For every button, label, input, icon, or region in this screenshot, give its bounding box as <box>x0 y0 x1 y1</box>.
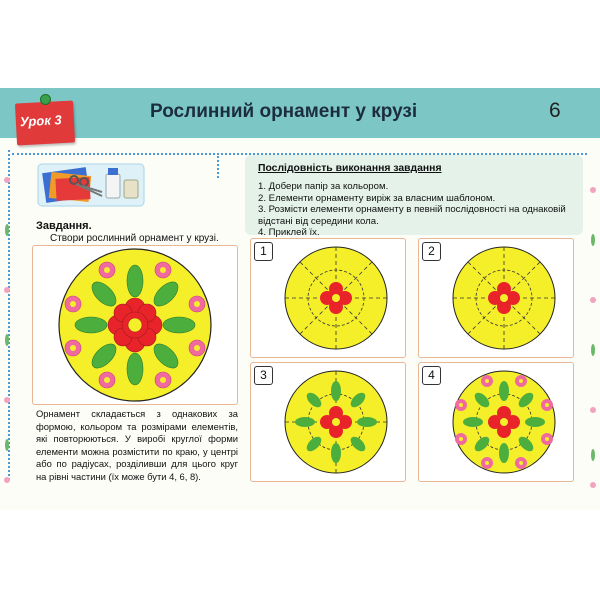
step-4-number: 4 <box>422 366 441 385</box>
sequence-steps <box>258 181 578 239</box>
step-1-image <box>273 245 399 351</box>
step-2-frame <box>418 238 574 358</box>
step-item: 3. Розмісти елементи орнаменту в певній послідовності на однаковій відстані від середини кола. <box>258 204 566 227</box>
step-3-image <box>273 369 399 475</box>
floral-border-right-icon <box>586 170 600 500</box>
step-2-image <box>441 245 567 351</box>
step-1-number: 1 <box>254 242 273 261</box>
description-text: Орнамент складається з однакових за формою, кольором та розмірами елементів, які повторюються. У виробі круглої форми елементи можна розмістити по краю, у центрі або по радіусах, розділивши для цього круг на рівні частини (їх може бути 4, 6, 8). <box>36 408 238 482</box>
finished-ornament-image <box>33 246 237 404</box>
step-item: 1. Добери папір за кольором. <box>258 181 389 192</box>
task-instruction: Створи рослинний орнамент у крузі. <box>50 233 219 244</box>
task-heading: Завдання. <box>36 220 92 232</box>
step-3-frame <box>250 362 406 482</box>
lesson-label: Урок 3 <box>19 112 63 130</box>
step-4-image <box>441 369 567 475</box>
step-1-frame <box>250 238 406 358</box>
step-item: 4. Приклей їх. <box>258 227 320 239</box>
pin-icon <box>40 94 51 105</box>
step-4-frame <box>418 362 574 482</box>
page-title: Рослинний орнамент у крузі <box>150 101 418 122</box>
sequence-title: Послідовність виконання завдання <box>258 163 442 174</box>
floral-border-left-icon <box>0 170 14 500</box>
lesson-badge <box>15 101 75 146</box>
craft-supplies-icon <box>36 160 146 208</box>
step-item: 2. Елементи орнаменту виріж за власним шаблоном. <box>258 192 496 204</box>
dotted-divider <box>217 153 219 178</box>
finished-ornament-frame <box>32 245 238 405</box>
step-2-number: 2 <box>422 242 441 261</box>
step-3-number: 3 <box>254 366 273 385</box>
page-number: 6 <box>549 99 561 122</box>
